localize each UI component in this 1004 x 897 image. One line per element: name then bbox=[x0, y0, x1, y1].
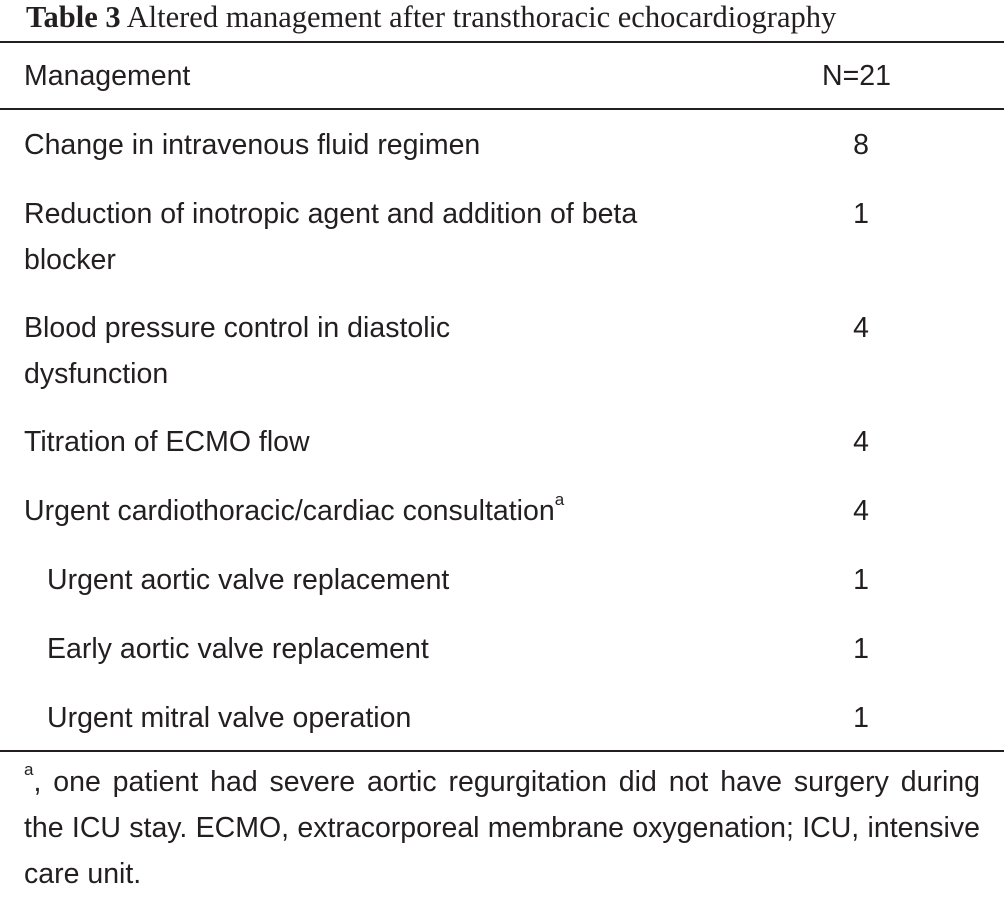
row-value: 1 bbox=[853, 198, 869, 230]
row-value: 4 bbox=[853, 426, 869, 458]
row-label: Change in intravenous fluid regimen bbox=[24, 129, 481, 161]
row-value: 4 bbox=[853, 495, 869, 527]
row-label: Early aortic valve replacement bbox=[47, 633, 429, 665]
row-value: 1 bbox=[853, 702, 869, 734]
row-label: Titration of ECMO flow bbox=[24, 426, 310, 458]
row-label: Urgent aortic valve replacement bbox=[47, 564, 450, 596]
row-value: 1 bbox=[853, 564, 869, 596]
footnote-text: , one patient had severe aortic regurgitation did not have surgery during the ICU stay. ECMO, extracorporeal membrane oxygenation; ICU, intensive care unit. bbox=[24, 766, 980, 890]
row-label-text: Urgent cardiothoracic/cardiac consultation bbox=[24, 495, 555, 527]
row-label-with-note bbox=[24, 488, 714, 534]
table-title: Altered management after transthoracic echocardiography bbox=[126, 0, 837, 34]
column-header-management: Management bbox=[24, 60, 191, 92]
top-rule bbox=[0, 41, 1004, 43]
row-value: 4 bbox=[853, 312, 869, 344]
row-label: Blood pressure control in diastolic dysfunction bbox=[24, 312, 451, 390]
column-header-count: N=21 bbox=[822, 60, 891, 92]
row-label: Urgent mitral valve operation bbox=[47, 702, 412, 734]
footnote-marker: a bbox=[554, 489, 565, 509]
row-value: 8 bbox=[853, 129, 869, 161]
table-footnote bbox=[24, 759, 980, 897]
row-value: 1 bbox=[853, 633, 869, 665]
header-rule bbox=[0, 108, 1004, 110]
bottom-rule bbox=[0, 750, 1004, 752]
table-number: Table 3 bbox=[26, 0, 121, 34]
row-label: Reduction of inotropic agent and addition of beta blocker bbox=[24, 198, 638, 276]
footnote-marker: a bbox=[24, 759, 34, 779]
table-caption bbox=[26, 0, 836, 36]
